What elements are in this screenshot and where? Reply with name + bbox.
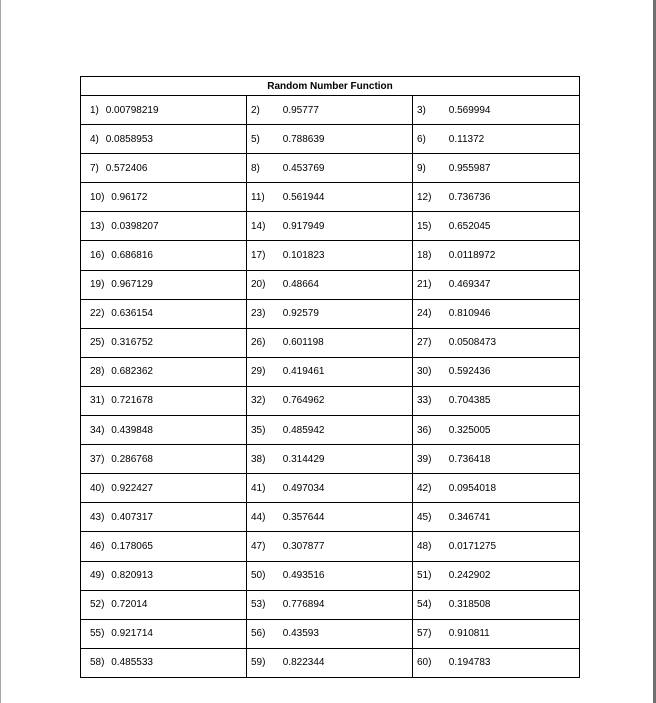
table-cell (81, 154, 247, 183)
item-number: 56) (251, 628, 266, 640)
item-number: 33) (417, 395, 432, 407)
table-cell (413, 386, 580, 415)
item-number: 25) (90, 337, 105, 349)
table-cell (413, 590, 580, 619)
random-value: 0.307877 (282, 540, 325, 552)
item-number: 41) (251, 482, 266, 494)
table-cell (247, 619, 413, 648)
random-value: 0.788639 (282, 133, 325, 145)
table-cell (81, 619, 247, 648)
item-number: 26) (251, 337, 266, 349)
random-value: 0.0118972 (448, 250, 496, 262)
random-value: 0.357644 (282, 511, 325, 523)
item-number: 1) (90, 104, 99, 116)
table-cell (81, 445, 247, 474)
item-number: 4) (90, 133, 99, 145)
item-number: 10) (90, 191, 105, 203)
item-number: 16) (90, 250, 105, 262)
table-row (81, 503, 580, 532)
item-number: 57) (417, 628, 432, 640)
table-row (81, 96, 580, 125)
random-value: 0.0858953 (105, 133, 153, 145)
table-cell (81, 96, 247, 125)
random-value: 0.439848 (111, 424, 153, 436)
random-number-table (80, 76, 580, 678)
item-number: 7) (90, 162, 99, 174)
table-row (81, 648, 580, 677)
table-cell (247, 474, 413, 503)
item-number: 42) (417, 482, 432, 494)
random-value: 0.00798219 (105, 104, 159, 116)
item-number: 53) (251, 599, 266, 611)
item-number: 17) (251, 250, 266, 262)
table-cell (81, 474, 247, 503)
table-row (81, 416, 580, 445)
table-cell (247, 328, 413, 357)
random-value: 0.485533 (111, 657, 153, 669)
table-cell (413, 474, 580, 503)
table-cell (413, 212, 580, 241)
item-number: 59) (251, 657, 266, 669)
item-number: 35) (251, 424, 266, 436)
item-number: 18) (417, 250, 432, 262)
item-number: 27) (417, 337, 432, 349)
table-cell (413, 270, 580, 299)
table-cell (247, 125, 413, 154)
item-number: 21) (417, 279, 432, 291)
table-cell (247, 154, 413, 183)
item-number: 12) (417, 191, 432, 203)
item-number: 2) (251, 104, 260, 116)
item-number: 38) (251, 453, 266, 465)
table-cell (413, 619, 580, 648)
table-cell (247, 357, 413, 386)
table-cell (247, 445, 413, 474)
table-cell (413, 125, 580, 154)
random-value: 0.721678 (111, 395, 153, 407)
random-value: 0.0171275 (448, 540, 497, 552)
table-row (81, 357, 580, 386)
table-cell (81, 125, 247, 154)
random-value: 0.318508 (448, 599, 491, 611)
table-cell (247, 96, 413, 125)
item-number: 43) (90, 511, 105, 523)
item-number: 13) (90, 220, 105, 232)
table-row (81, 183, 580, 212)
random-value: 0.810946 (448, 308, 491, 320)
table-cell (81, 590, 247, 619)
item-number: 11) (251, 191, 265, 203)
random-value: 0.569994 (448, 104, 491, 116)
item-number: 44) (251, 511, 266, 523)
random-value: 0.92579 (282, 308, 319, 320)
table-cell (247, 648, 413, 677)
table-cell (247, 532, 413, 561)
random-value: 0.820913 (111, 570, 153, 582)
random-value: 0.194783 (448, 657, 491, 669)
table-row (81, 241, 580, 270)
random-value: 0.242902 (448, 570, 491, 582)
item-number: 5) (251, 133, 260, 145)
table-cell (81, 561, 247, 590)
item-number: 49) (90, 570, 105, 582)
random-value: 0.682362 (111, 366, 153, 378)
item-number: 45) (417, 511, 432, 523)
item-number: 8) (251, 162, 260, 174)
item-number: 47) (251, 540, 266, 552)
random-value: 0.652045 (448, 220, 491, 232)
random-value: 0.0954018 (448, 482, 497, 494)
table-cell (247, 270, 413, 299)
random-value: 0.955987 (448, 162, 491, 174)
table-cell (413, 183, 580, 212)
table-body (81, 96, 580, 678)
table-row (81, 154, 580, 183)
random-value: 0.325005 (448, 424, 491, 436)
table-cell (81, 183, 247, 212)
random-value: 0.72014 (111, 599, 148, 611)
random-value: 0.967129 (111, 279, 153, 291)
item-number: 39) (417, 453, 432, 465)
random-value: 0.43593 (282, 628, 319, 640)
random-value: 0.764962 (282, 395, 325, 407)
table-cell (413, 561, 580, 590)
random-value: 0.686816 (111, 250, 153, 262)
random-value: 0.314429 (282, 453, 325, 465)
table-row (81, 619, 580, 648)
random-value: 0.453769 (282, 162, 325, 174)
table-row (81, 270, 580, 299)
random-value: 0.95777 (282, 104, 319, 116)
item-number: 50) (251, 570, 266, 582)
item-number: 52) (90, 599, 105, 611)
random-value: 0.493516 (282, 570, 325, 582)
item-number: 22) (90, 308, 105, 320)
table-cell (413, 241, 580, 270)
table-cell (81, 357, 247, 386)
table-cell (247, 561, 413, 590)
table-cell (81, 299, 247, 328)
table-cell (81, 416, 247, 445)
item-number: 19) (90, 279, 105, 291)
item-number: 32) (251, 395, 266, 407)
random-value: 0.922427 (111, 482, 153, 494)
table-cell (81, 386, 247, 415)
table-row (81, 328, 580, 357)
random-value: 0.346741 (448, 511, 491, 523)
table-cell (81, 328, 247, 357)
table-cell (247, 416, 413, 445)
random-value: 0.101823 (282, 250, 325, 262)
table-cell (413, 328, 580, 357)
random-value: 0.736736 (448, 191, 491, 203)
item-number: 14) (251, 220, 266, 232)
table-row (81, 445, 580, 474)
random-value: 0.419461 (282, 366, 325, 378)
item-number: 29) (251, 366, 266, 378)
item-number: 6) (417, 133, 426, 145)
table-cell (413, 445, 580, 474)
random-value: 0.407317 (111, 511, 153, 523)
item-number: 51) (417, 570, 432, 582)
table-cell (247, 212, 413, 241)
table-row (81, 386, 580, 415)
item-number: 9) (417, 162, 426, 174)
table-cell (81, 648, 247, 677)
random-value: 0.572406 (105, 162, 148, 174)
table-cell (247, 503, 413, 532)
table-cell (247, 183, 413, 212)
table-cell (247, 241, 413, 270)
random-value: 0.822344 (282, 657, 325, 669)
item-number: 58) (90, 657, 105, 669)
item-number: 3) (417, 104, 426, 116)
random-value: 0.316752 (111, 337, 153, 349)
item-number: 46) (90, 540, 105, 552)
table-row (81, 125, 580, 154)
item-number: 23) (251, 308, 266, 320)
item-number: 24) (417, 308, 432, 320)
table-row (81, 532, 580, 561)
item-number: 37) (90, 453, 105, 465)
table-row (81, 474, 580, 503)
item-number: 40) (90, 482, 105, 494)
item-number: 15) (417, 220, 432, 232)
random-value: 0.0508473 (448, 337, 497, 349)
item-number: 48) (417, 540, 432, 552)
random-value: 0.497034 (282, 482, 325, 494)
random-value: 0.561944 (282, 191, 325, 203)
item-number: 60) (417, 657, 432, 669)
item-number: 31) (90, 395, 105, 407)
table-row (81, 212, 580, 241)
table-cell (81, 241, 247, 270)
table-cell (81, 532, 247, 561)
table-cell (413, 154, 580, 183)
random-value: 0.917949 (282, 220, 325, 232)
item-number: 30) (417, 366, 432, 378)
table-cell (81, 503, 247, 532)
random-value: 0.636154 (111, 308, 153, 320)
random-value: 0.96172 (111, 191, 148, 203)
table-row (81, 590, 580, 619)
random-value: 0.601198 (282, 337, 324, 349)
item-number: 34) (90, 424, 105, 436)
random-value: 0.736418 (448, 453, 491, 465)
random-value: 0.469347 (448, 279, 491, 291)
table-cell (247, 386, 413, 415)
table-row (81, 561, 580, 590)
item-number: 36) (417, 424, 432, 436)
table-cell (413, 503, 580, 532)
table-title: Random Number Function (81, 77, 580, 96)
table-cell (81, 270, 247, 299)
item-number: 28) (90, 366, 105, 378)
random-value: 0.592436 (448, 366, 491, 378)
random-value: 0.178065 (111, 540, 153, 552)
item-number: 20) (251, 279, 266, 291)
table-cell (413, 96, 580, 125)
table-title-row (81, 77, 580, 96)
random-value: 0.11372 (448, 133, 485, 145)
random-value: 0.48664 (282, 279, 319, 291)
table-cell (413, 416, 580, 445)
table-cell (247, 590, 413, 619)
item-number: 54) (417, 599, 432, 611)
table-cell (413, 648, 580, 677)
table-cell (413, 299, 580, 328)
random-value: 0.921714 (111, 628, 153, 640)
table-cell (413, 532, 580, 561)
item-number: 55) (90, 628, 105, 640)
table-cell (413, 357, 580, 386)
random-value: 0.910811 (448, 628, 490, 640)
random-value: 0.776894 (282, 599, 325, 611)
table-cell (247, 299, 413, 328)
table-cell (81, 212, 247, 241)
table-row (81, 299, 580, 328)
random-value: 0.704385 (448, 395, 491, 407)
random-value: 0.0398207 (111, 220, 159, 232)
random-value: 0.485942 (282, 424, 325, 436)
random-value: 0.286768 (111, 453, 153, 465)
